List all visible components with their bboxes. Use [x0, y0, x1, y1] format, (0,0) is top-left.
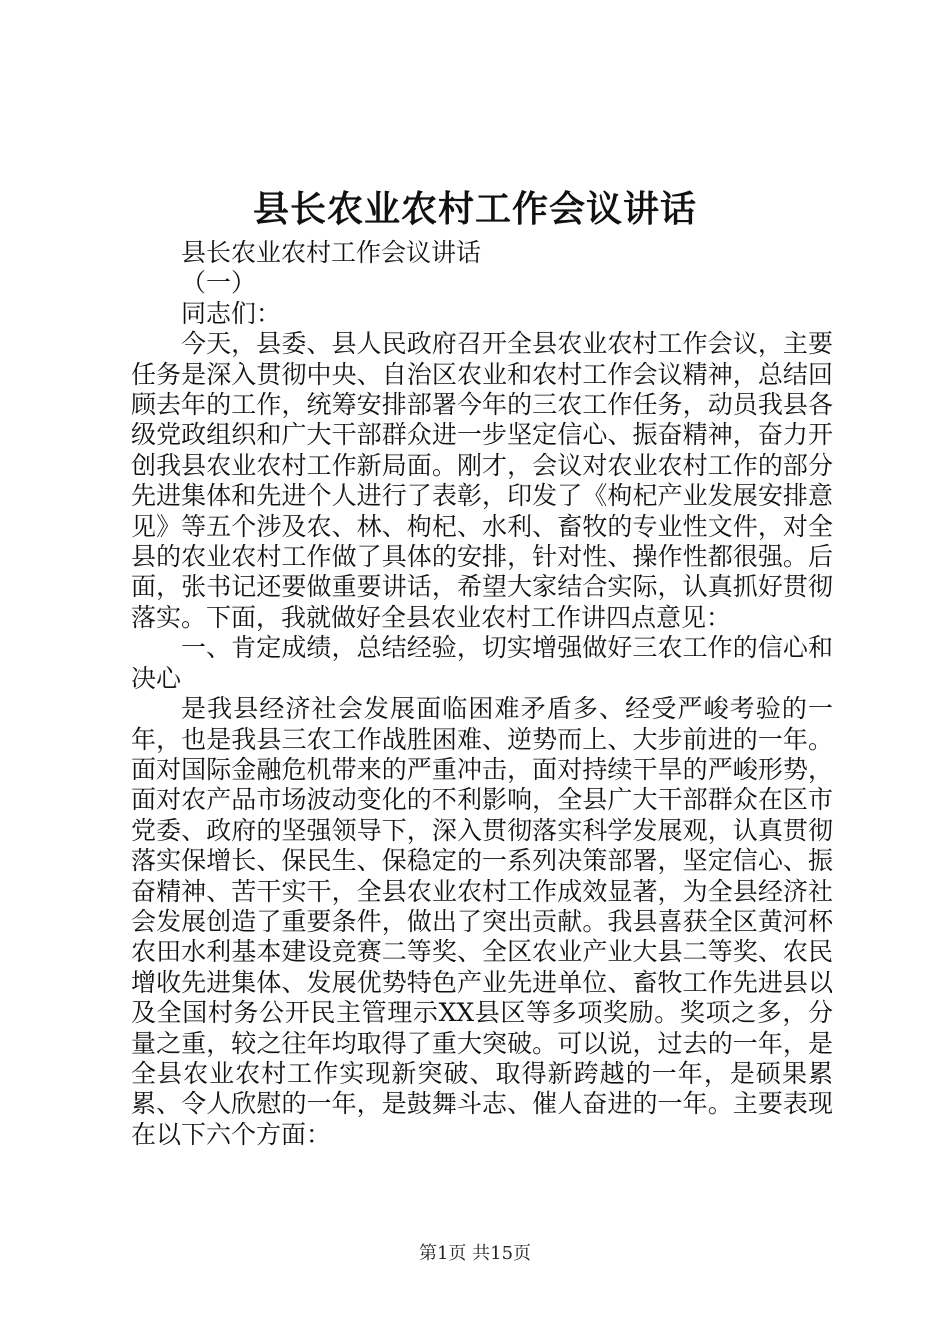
- body-paragraph: 今天，县委、县人民政府召开全县农业农村工作会议，主要任务是深入贯彻中央、自治区农业和农村工作会议精神，总结回顾去年的工作，统筹安排部署今年的三农工作任务，动员我县各级党政组织和广大干部群众进一步坚定信心、振奋精神，奋力开创我县农业农村工作新局面。刚才，会议对农业农村工作的部分先进集体和先进个人进行了表彰，印发了《枸杞产业发展安排意见》等五个涉及农、林、枸杞、水利、畜牧的专业性文件，对全县的农业农村工作做了具体的安排，针对性、操作性都很强。后面，张书记还要做重要讲话，希望大家结合实际，认真抓好贯彻落实。下面，我就做好全县农业农村工作讲四点意见：: [131, 329, 833, 632]
- salutation-paragraph: 同志们：: [181, 298, 282, 328]
- document-title: 县长农业农村工作会议讲话: [252, 188, 697, 230]
- section-number-paragraph: （一）: [181, 268, 257, 298]
- body-paragraph: 是我县经济社会发展面临困难矛盾多、经受严峻考验的一年，也是我县三农工作战胜困难、逆势而上、大步前进的一年。面对国际金融危机带来的严重冲击，面对持续干旱的严峻形势，面对农产品市场波动变化的不利影响，全县广大干部群众在区市党委、政府的坚强领导下，深入贯彻落实科学发展观，认真贯彻落实保增长、保民生、保稳定的一系列决策部署，坚定信心、振奋精神、苦干实干，全县农业农村工作成效显著，为全县经济社会发展创造了重要条件，做出了突出贡献。我县喜获全区黄河杯农田水利基本建设竞赛二等奖、全区农业产业大县二等奖、农民增收先进集体、发展优势特色产业先进单位、畜牧工作先进县以及全国村务公开民主管理示XX县区等多项奖励。奖项之多，分量之重，较之往年均取得了重大突破。可以说，过去的一年，是全县农业农村工作实现新突破、取得新跨越的一年，是硕果累累、令人欣慰的一年，是鼓舞斗志、催人奋进的一年。主要表现在以下六个方面：: [131, 694, 833, 1149]
- page-footer: 第1页 共15页: [418, 1243, 532, 1264]
- subtitle-paragraph: 县长农业农村工作会议讲话: [181, 238, 482, 267]
- section-heading-paragraph: 一、肯定成绩，总结经验，切实增强做好三农工作的信心和决心: [131, 633, 833, 693]
- document-body: [131, 238, 833, 1150]
